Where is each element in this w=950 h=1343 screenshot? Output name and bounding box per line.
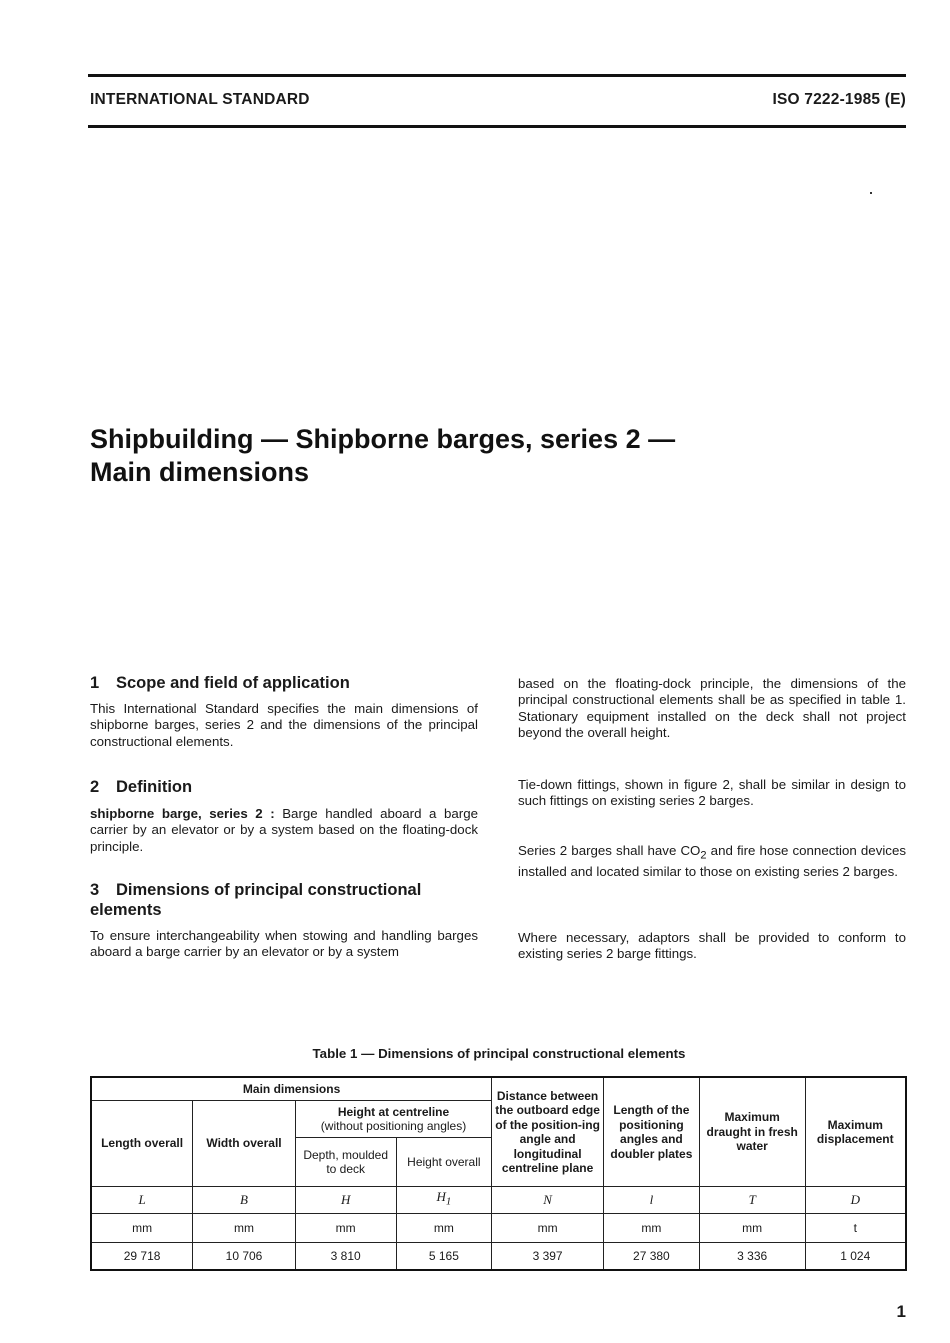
section-1-body bbox=[90, 701, 478, 750]
section-1-title: Scope and field of application bbox=[116, 674, 350, 692]
symbol-cell: N bbox=[492, 1187, 604, 1214]
section-2-heading bbox=[90, 777, 192, 797]
symbol-cell: B bbox=[193, 1187, 296, 1214]
section-3-title: Dimensions of principal constructional elements bbox=[90, 881, 422, 919]
symbols-row bbox=[91, 1187, 906, 1214]
section-1-paragraph: This International Standard specifies the main dimensions of shipborne barges, series 2 and the dimensions of the principal constructional elements. bbox=[90, 701, 478, 749]
section-1-number: 1 bbox=[90, 674, 100, 692]
unit-cell: mm bbox=[603, 1214, 699, 1243]
values-row bbox=[91, 1243, 906, 1271]
header-distance: Distance between the outboard edge of the position-ing angle and longitudinal centreline plane bbox=[492, 1077, 604, 1187]
symbol-cell: H bbox=[295, 1187, 396, 1214]
unit-cell: mm bbox=[492, 1214, 604, 1243]
header-depth: Depth, moulded to deck bbox=[295, 1138, 396, 1187]
symbol-cell: l bbox=[603, 1187, 699, 1214]
definition-paragraph bbox=[90, 806, 478, 855]
symbol-h-subscript: 1 bbox=[445, 1196, 452, 1209]
scan-speck bbox=[870, 192, 872, 194]
units-row bbox=[91, 1214, 906, 1243]
document-title bbox=[90, 423, 675, 489]
value-cell: 3 397 bbox=[492, 1243, 604, 1271]
unit-cell: mm bbox=[295, 1214, 396, 1243]
header-max-displacement: Maximum displacement bbox=[805, 1077, 906, 1187]
unit-cell: mm bbox=[396, 1214, 492, 1243]
value-cell: 10 706 bbox=[193, 1243, 296, 1271]
section-3-paragraph: To ensure interchangeability when stowing and handling barges aboard a barge carrier by an elevator or by a system bbox=[90, 928, 478, 960]
symbol-cell: L bbox=[91, 1187, 193, 1214]
right-paragraph-1 bbox=[518, 676, 906, 742]
section-2-title: Definition bbox=[116, 778, 193, 796]
header-rule-bottom bbox=[88, 125, 906, 128]
symbol-cell: T bbox=[699, 1187, 805, 1214]
title-line-1: Shipbuilding — Shipborne barges, series 2 — bbox=[90, 424, 676, 454]
value-cell: 29 718 bbox=[91, 1243, 193, 1271]
symbol-cell bbox=[396, 1187, 492, 1214]
header-height-centreline: Height at centreline bbox=[337, 1104, 450, 1119]
unit-cell: mm bbox=[193, 1214, 296, 1243]
symbol-cell: D bbox=[805, 1187, 906, 1214]
header-rule-top bbox=[88, 74, 906, 77]
header-positioning-length: Length of the positioning angles and doubler plates bbox=[603, 1077, 699, 1187]
header-height-overall: Height overall bbox=[396, 1138, 492, 1187]
defined-term: shipborne barge, series 2 : bbox=[90, 806, 275, 821]
co2-subscript: 2 bbox=[700, 849, 707, 862]
header-width-overall: Width overall bbox=[193, 1101, 296, 1187]
section-3-number: 3 bbox=[90, 881, 100, 899]
section-3-body bbox=[90, 928, 478, 961]
table-caption: Table 1 — Dimensions of principal constructional elements bbox=[312, 1046, 686, 1061]
header-length-overall: Length overall bbox=[91, 1101, 193, 1187]
right-paragraph-2-text: Tie-down fittings, shown in figure 2, shall be similar in design to such fittings on existing series 2 barges. bbox=[518, 777, 906, 809]
header-max-draught: Maximum draught in fresh water bbox=[699, 1077, 805, 1187]
unit-cell: mm bbox=[91, 1214, 193, 1243]
dimensions-table bbox=[90, 1076, 907, 1271]
definition-text: Barge handled aboard a barge carrier by an elevator or by a system based on the floating-dock principle. bbox=[90, 806, 478, 854]
section-3-heading bbox=[90, 880, 478, 920]
right-paragraph-3 bbox=[518, 843, 906, 880]
value-cell: 3 810 bbox=[295, 1243, 396, 1271]
header-height-group bbox=[295, 1101, 491, 1138]
document-type-label: INTERNATIONAL STANDARD bbox=[90, 91, 310, 108]
unit-cell: mm bbox=[699, 1214, 805, 1243]
standard-number: ISO 7222-1985 (E) bbox=[772, 91, 906, 108]
right-paragraph-4 bbox=[518, 930, 906, 963]
right-paragraph-1-text: based on the floating-dock principle, the dimensions of the principal constructional elements shall be as specified in table 1. Stationary equipment installed on the deck shall not project beyond the overall height. bbox=[518, 676, 906, 741]
right-paragraph-4-text: Where necessary, adaptors shall be provided to conform to existing series 2 barge fittings. bbox=[518, 930, 906, 962]
value-cell: 1 024 bbox=[805, 1243, 906, 1271]
right-paragraph-2 bbox=[518, 777, 906, 810]
section-1-heading bbox=[90, 673, 350, 693]
header-main-dimensions: Main dimensions bbox=[91, 1077, 492, 1101]
page-number: 1 bbox=[896, 1302, 906, 1321]
section-2-number: 2 bbox=[90, 778, 100, 796]
value-cell: 5 165 bbox=[396, 1243, 492, 1271]
right-paragraph-3-text bbox=[518, 843, 906, 880]
unit-cell: t bbox=[805, 1214, 906, 1243]
co2-prefix: Series 2 barges shall have CO bbox=[518, 843, 701, 858]
symbol-h: H bbox=[436, 1189, 446, 1205]
value-cell: 27 380 bbox=[603, 1243, 699, 1271]
section-2-body bbox=[90, 806, 478, 855]
value-cell: 3 336 bbox=[699, 1243, 805, 1271]
title-line-2: Main dimensions bbox=[90, 457, 310, 487]
header-height-note: (without positioning angles) bbox=[320, 1119, 467, 1133]
co2-rest: and fire hose connection devices installed and located similar to those on existing series 2 barges. bbox=[518, 843, 906, 880]
